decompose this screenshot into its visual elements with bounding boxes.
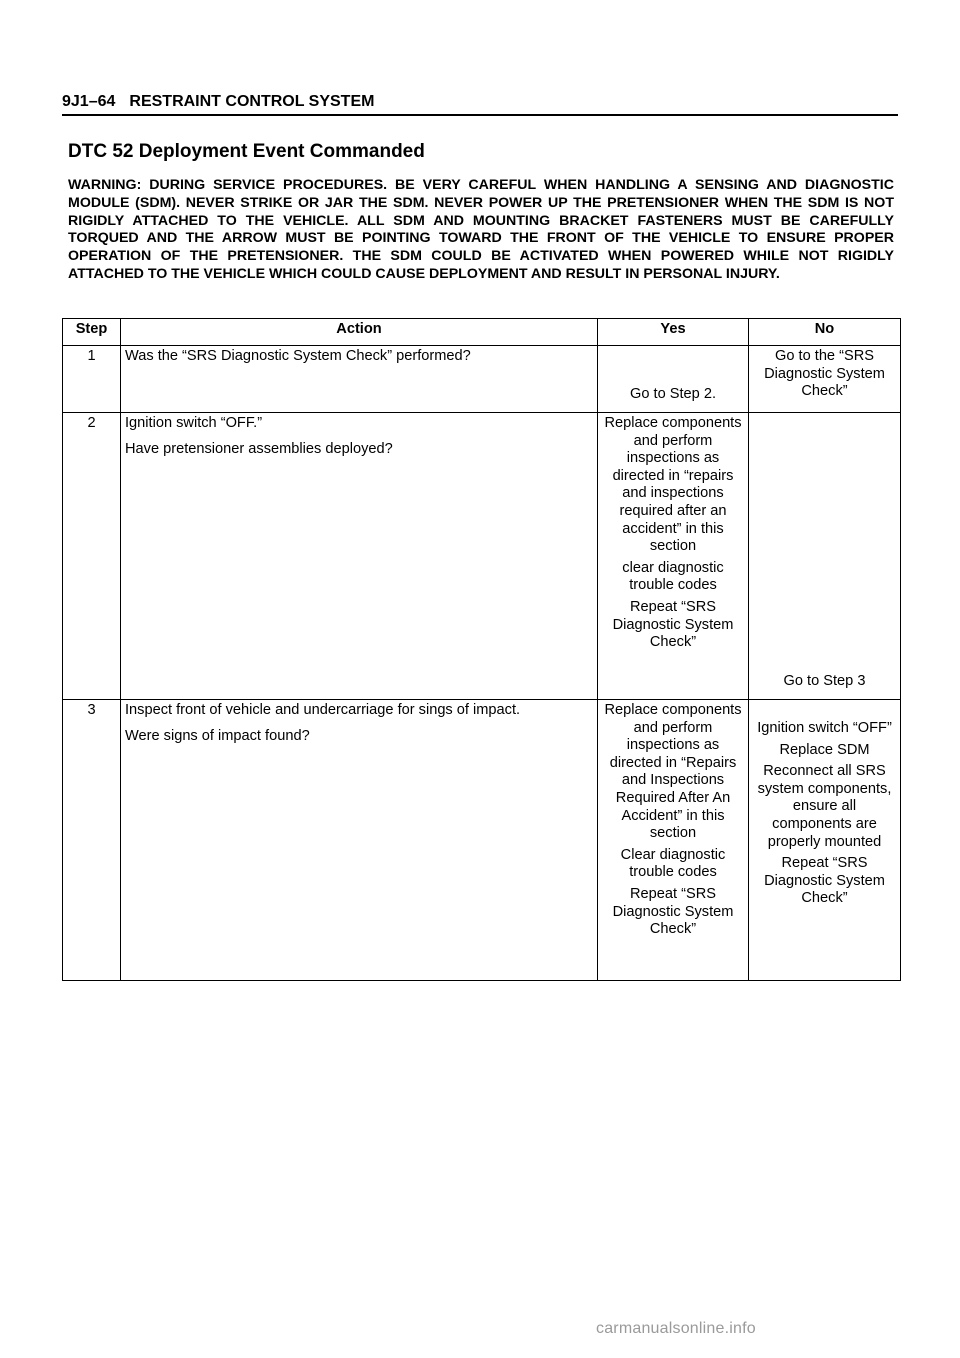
no-text: Go to Step 3 <box>783 673 866 690</box>
step-number: 3 <box>63 700 121 981</box>
yes-cell <box>598 700 749 981</box>
diagnostic-table <box>62 318 901 981</box>
yes-cell <box>598 346 749 413</box>
action-text: Was the “SRS Diagnostic System Check” performed? <box>125 348 471 364</box>
no-text: Replace SDM <box>779 741 870 758</box>
no-text: Ignition switch “OFF” <box>757 720 892 736</box>
action-text: Inspect front of vehicle and undercarriage for sings of impact. <box>125 702 521 718</box>
yes-text: Repeat “SRS Diagnostic System Check” <box>612 598 734 651</box>
section-title: RESTRAINT CONTROL SYSTEM <box>129 93 375 110</box>
header-step: Step <box>63 319 121 346</box>
no-cell <box>749 700 901 981</box>
watermark: carmanualsonline.info <box>596 1320 756 1337</box>
table-header-row <box>63 319 901 346</box>
header-action: Action <box>121 319 598 346</box>
no-cell <box>749 413 901 700</box>
no-text: Go to the “SRS Diagnostic System Check” <box>764 348 885 400</box>
step-number: 2 <box>63 413 121 700</box>
page-code: 9J1–64 <box>62 93 116 110</box>
action-text: Have pretensioner assemblies deployed? <box>125 440 393 457</box>
table-row <box>63 700 901 981</box>
action-cell <box>121 700 598 981</box>
action-text: Were signs of impact found? <box>125 727 310 744</box>
table-row <box>63 346 901 413</box>
yes-text: Repeat “SRS Diagnostic System Check” <box>612 885 734 938</box>
header-no: No <box>749 319 901 346</box>
yes-text: Replace components and perform inspections as directed in “repairs and inspections required after an accident” in this section <box>604 415 742 555</box>
action-cell <box>121 413 598 700</box>
no-text: Reconnect all SRS system components, ensure all components are properly mounted <box>757 763 892 850</box>
header-yes: Yes <box>598 319 749 346</box>
yes-text: clear diagnostic trouble codes <box>622 559 724 594</box>
yes-text: Clear diagnostic trouble codes <box>620 846 726 881</box>
yes-text: Go to Step 2. <box>630 386 716 403</box>
action-text: Ignition switch “OFF.” <box>125 415 263 431</box>
action-cell <box>121 346 598 413</box>
no-cell <box>749 346 901 413</box>
table-row <box>63 413 901 700</box>
dtc-title: DTC 52 Deployment Event Commanded <box>68 141 425 162</box>
warning-text: WARNING: DURING SERVICE PROCEDURES. BE VERY CAREFUL WHEN HANDLING A SENSING AND DIAGNOSTIC MODULE (SDM). NEVER STRIKE OR JAR THE SDM. NEVER POWER UP THE PRETENSIONER WHEN THE SDM IS NOT RIGIDLY ATTACHED TO THE VEHICLE. ALL SDM AND MOUNTING BRACKET FASTENERS MUST BE CAREFULLY TORQUED AND THE ARROW MUST BE POINTING TOWARD THE FRONT OF THE VEHICLE TO ENSURE PROPER OPERATION OF THE PRETENSIONER. THE SDM COULD BE ACTIVATED WHEN POWERED WHILE NOT RIGIDLY ATTACHED TO THE VEHICLE WHICH COULD CAUSE DEPLOYMENT AND RESULT IN PERSONAL INJURY. <box>68 177 894 282</box>
page-header <box>62 92 898 116</box>
yes-cell <box>598 413 749 700</box>
step-number: 1 <box>63 346 121 413</box>
no-text: Repeat “SRS Diagnostic System Check” <box>764 855 885 907</box>
yes-text: Replace components and perform inspections as directed in “Repairs and Inspections Required After An Accident” in this section <box>604 702 742 842</box>
